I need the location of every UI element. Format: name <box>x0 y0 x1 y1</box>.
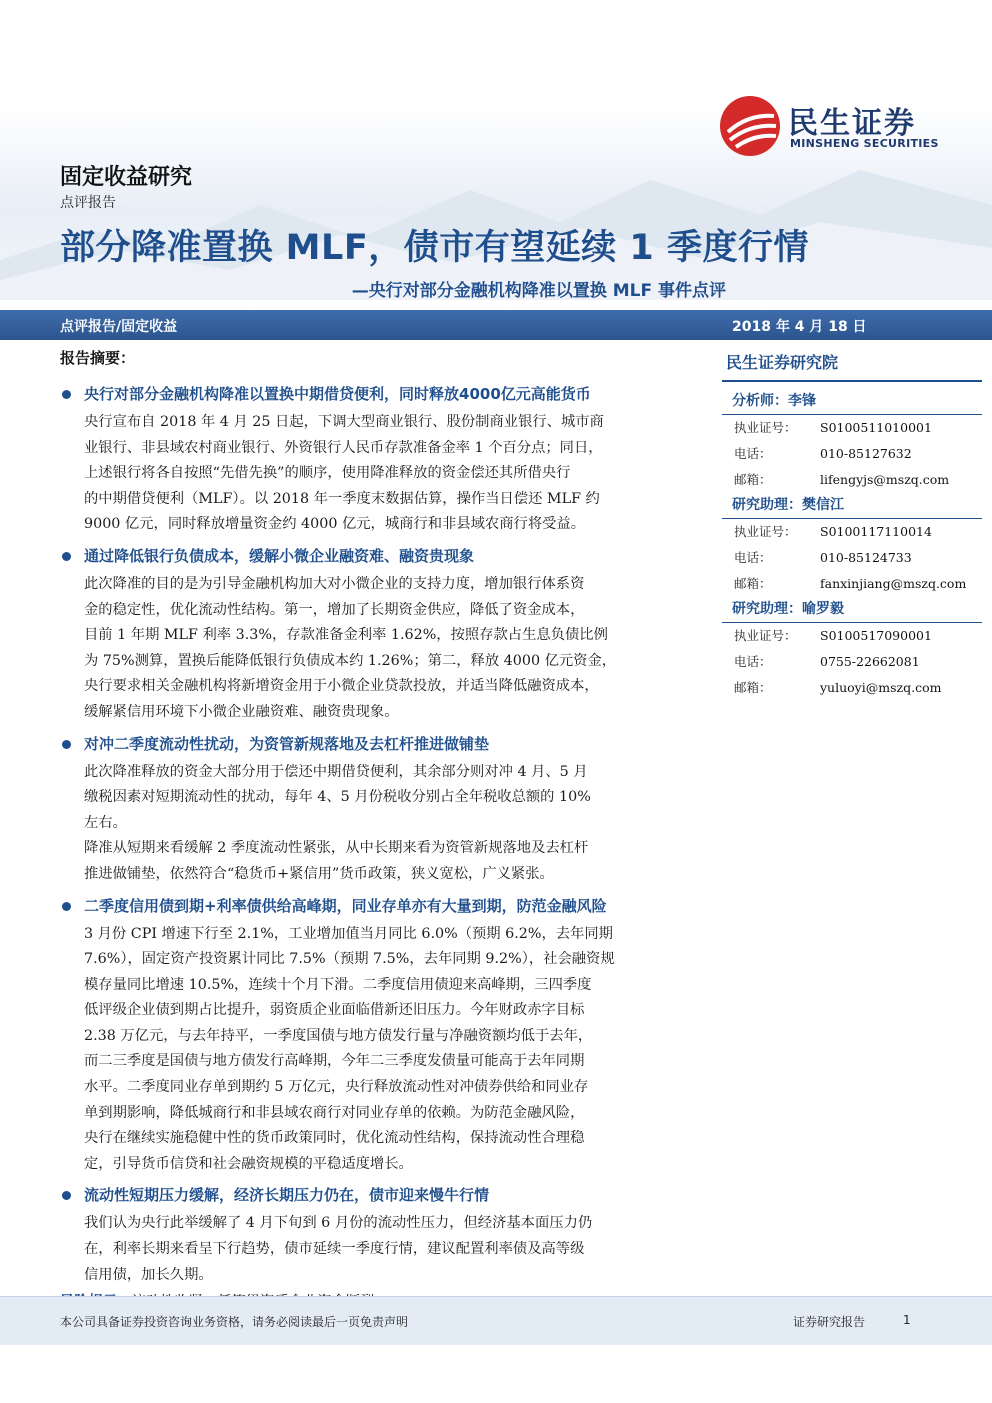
paragraph-line: 3 月份 CPI 增速下行至 2.1%，工业增加值当月同比 6.0%（预期 6.2%，去年同期 <box>84 925 613 942</box>
paragraph-line: 模存量同比增速 10.5%，连续十个月下滑。二季度信用债迎来高峰期，三四季度 <box>84 976 592 993</box>
paragraph-line: 缴税因素对短期流动性的扰动，每年 4、5 月份税收分别占全年税收总额的 10% <box>84 789 591 806</box>
contact-value: S0100117110014 <box>820 524 932 539</box>
logo-name-cn: 民生证券 <box>788 106 916 141</box>
contact-label: 执业证号： <box>734 628 797 643</box>
analyst-contact-row <box>722 441 982 467</box>
section-heading <box>60 382 700 406</box>
contact-value: 010-85127632 <box>820 446 912 461</box>
analyst-contact-row <box>722 467 982 493</box>
analyst-role: 分析师：李锋 <box>722 388 982 415</box>
contact-value[interactable]: lifengyjs@mszq.com <box>820 472 950 487</box>
paragraph-line: 2.38 万亿元，与去年持平，一季度国债与地方债发行量与净融资额均低于去年， <box>84 1027 593 1044</box>
contact-label: 邮箱： <box>734 472 772 487</box>
footer-disclaimer: 本公司具备证券投资咨询业务资格，请务必阅读最后一页免责声明 <box>60 1315 409 1329</box>
paragraph-line: 降准从短期来看缓解 2 季度流动性紧张，从中长期来看为资管新规落地及去杠杆 <box>84 840 589 857</box>
contact-value: 0755-22662081 <box>820 654 920 669</box>
section-heading-text: 二季度信用债到期+利率债供给高峰期，同业存单亦有大量到期，防范金融风险 <box>84 896 607 915</box>
paragraph-line: 缓解紧信用环境下小微企业融资难、融资贵现象。 <box>84 703 399 720</box>
paragraph-line: 为 75%测算，置换后能降低银行负债成本约 1.26%；第二，释放 4000 亿元资金， <box>84 652 617 669</box>
section-heading <box>60 1183 700 1207</box>
section-heading-text: 通过降低银行负债成本，缓解小微企业融资难、融资贵现象 <box>84 546 475 565</box>
section-heading-text: 央行对部分金融机构降准以置换中期借贷便利，同时释放4000亿元高能货币 <box>84 385 591 403</box>
analyst-role: 研究助理：樊信江 <box>722 492 982 519</box>
section-paragraph <box>60 410 700 538</box>
analyst-contact-row <box>722 519 982 545</box>
paragraph-line: 目前 1 年期 MLF 利率 3.3%，存款准备金利率 1.62%，按照存款占生息负债比例 <box>84 627 608 644</box>
contact-label: 邮箱： <box>734 680 772 695</box>
contact-value: 010-85124733 <box>820 550 912 565</box>
analyst-role: 研究助理：喻罗毅 <box>722 596 982 623</box>
analyst-card <box>722 492 982 597</box>
section-paragraph <box>60 572 700 726</box>
summary-heading: 报告摘要： <box>60 349 136 367</box>
section-heading-text: 对冲二季度流动性扰动，为资管新规落地及去杠杆推进做铺垫 <box>84 734 490 753</box>
paragraph-line: 央行要求相关金融机构将新增资金用于小微企业贷款投放，并适当降低融资成本， <box>84 678 599 695</box>
contact-value: S0100511010001 <box>820 420 932 435</box>
paragraph-line: 推进做铺垫，依然符合“稳货币+紧信用”货币政策，狭义宽松，广义紧张。 <box>84 865 554 882</box>
paragraph-line: 7.6%），固定资产投资累计同比 7.5%（预期 7.5%，去年同期 9.2%），社会融资规 <box>84 951 615 968</box>
contact-value[interactable]: fanxinjiang@mszq.com <box>820 576 967 591</box>
bullet-icon <box>62 902 71 911</box>
section-heading <box>60 732 700 756</box>
summary-content <box>60 346 700 1315</box>
logo-mark-icon <box>718 94 782 158</box>
contact-label: 电话： <box>734 550 772 565</box>
category-bar <box>0 310 992 340</box>
logo-name-en: MINSHENG SECURITIES <box>790 137 939 150</box>
analyst-contact-row <box>722 415 982 441</box>
report-type-label: 点评报告 <box>60 195 116 211</box>
bullet-icon <box>62 390 71 399</box>
report-title: 部分降准置换 MLF，债市有望延续 1 季度行情 <box>60 228 809 268</box>
paragraph-line: 单到期影响，降低城商行和非县域农商行对同业存单的依赖。为防范金融风险， <box>84 1104 585 1121</box>
company-logo <box>718 94 968 164</box>
paragraph-line: 此次降准的目的是为引导金融机构加大对小微企业的支持力度，增加银行体系资 <box>84 575 585 592</box>
paragraph-line: 信用债，加长久期。 <box>84 1266 213 1283</box>
analyst-contact-row <box>722 649 982 675</box>
paragraph-line: 央行在继续实施稳健中性的货币政策同时，优化流动性结构，保持流动性合理稳 <box>84 1130 585 1147</box>
analyst-card <box>722 388 982 493</box>
paragraph-line: 央行宣布自 2018 年 4 月 25 日起，下调大型商业银行、股份制商业银行、城市商 <box>84 414 604 430</box>
research-section-title: 固定收益研究 <box>60 165 193 190</box>
analyst-contact-row <box>722 675 982 701</box>
section-heading <box>60 894 700 918</box>
section-paragraph <box>60 922 700 1178</box>
summary-sections <box>60 382 700 1288</box>
paragraph-line: 9000 亿元，同时释放增量资金约 4000 亿元，城商行和非县域农商行将受益。 <box>84 516 586 533</box>
paragraph-line: 而二三季度是国债与地方债发行高峰期，今年二三季度发债量可能高于去年同期 <box>84 1053 585 1070</box>
paragraph-line: 上述银行将各自按照“先借先换”的顺序，使用降准释放的资金偿还其所借央行 <box>84 465 571 482</box>
sidebar-divider <box>722 380 982 382</box>
contact-label: 执业证号： <box>734 524 797 539</box>
bullet-icon <box>62 552 71 561</box>
contact-value[interactable]: yuluoyi@mszq.com <box>820 680 942 695</box>
paragraph-line: 业银行、非县域农村商业银行、外资银行人民币存款准备金率 1 个百分点；同日， <box>84 439 603 456</box>
page-number: 1 <box>903 1313 911 1327</box>
paragraph-line: 定，引导货币信贷和社会融资规模的平稳适度增长。 <box>84 1155 413 1172</box>
paragraph-line: 在，利率长期来看呈下行趋势，债市延续一季度行情，建议配置利率债及高等级 <box>84 1241 585 1258</box>
institute-name: 民生证券研究院 <box>726 353 839 372</box>
paragraph-line: 金的稳定性，优化流动性结构。第一，增加了长期资金供应，降低了资金成本， <box>84 601 585 618</box>
section-paragraph <box>60 760 700 888</box>
footer-doc-type: 证券研究报告 <box>793 1315 866 1329</box>
section-paragraph <box>60 1211 700 1288</box>
analyst-contact-row <box>722 623 982 649</box>
section-heading-text: 流动性短期压力缓解，经济长期压力仍在，债市迎来慢牛行情 <box>84 1186 490 1205</box>
analyst-contact-row <box>722 545 982 571</box>
paragraph-line: 低评级企业债到期占比提升，弱资质企业面临借新还旧压力。今年财政赤字目标 <box>84 1002 585 1019</box>
section-heading <box>60 544 700 568</box>
contact-label: 执业证号： <box>734 420 797 435</box>
report-subtitle: —央行对部分金融机构降准以置换 MLF 事件点评 <box>351 281 726 301</box>
contact-label: 电话： <box>734 446 772 461</box>
page-footer <box>0 1296 992 1345</box>
paragraph-line: 左右。 <box>84 814 127 831</box>
contact-label: 电话： <box>734 654 772 669</box>
paragraph-line: 此次降准释放的资金大部分用于偿还中期借贷便利，其余部分则对冲 4 月、5 月 <box>84 763 588 780</box>
report-date: 2018 年 4 月 18 日 <box>732 319 867 335</box>
category-label: 点评报告/固定收益 <box>60 319 178 335</box>
analyst-sidebar <box>712 342 992 702</box>
analyst-contact-row <box>722 571 982 597</box>
paragraph-line: 我们认为央行此举缓解了 4 月下旬到 6 月份的流动性压力，但经济基本面压力仍 <box>84 1215 593 1232</box>
paragraph-line: 水平。二季度同业存单到期约 5 万亿元，央行释放流动性对冲债券供给和同业存 <box>84 1079 589 1096</box>
paragraph-line: 的中期借贷便利（MLF）。以 2018 年一季度末数据估算，操作当日偿还 MLF 约 <box>84 490 600 507</box>
contact-value: S0100517090001 <box>820 628 932 643</box>
contact-label: 邮箱： <box>734 576 772 591</box>
analyst-card <box>722 596 982 701</box>
bullet-icon <box>62 1191 71 1200</box>
bullet-icon <box>62 740 71 749</box>
